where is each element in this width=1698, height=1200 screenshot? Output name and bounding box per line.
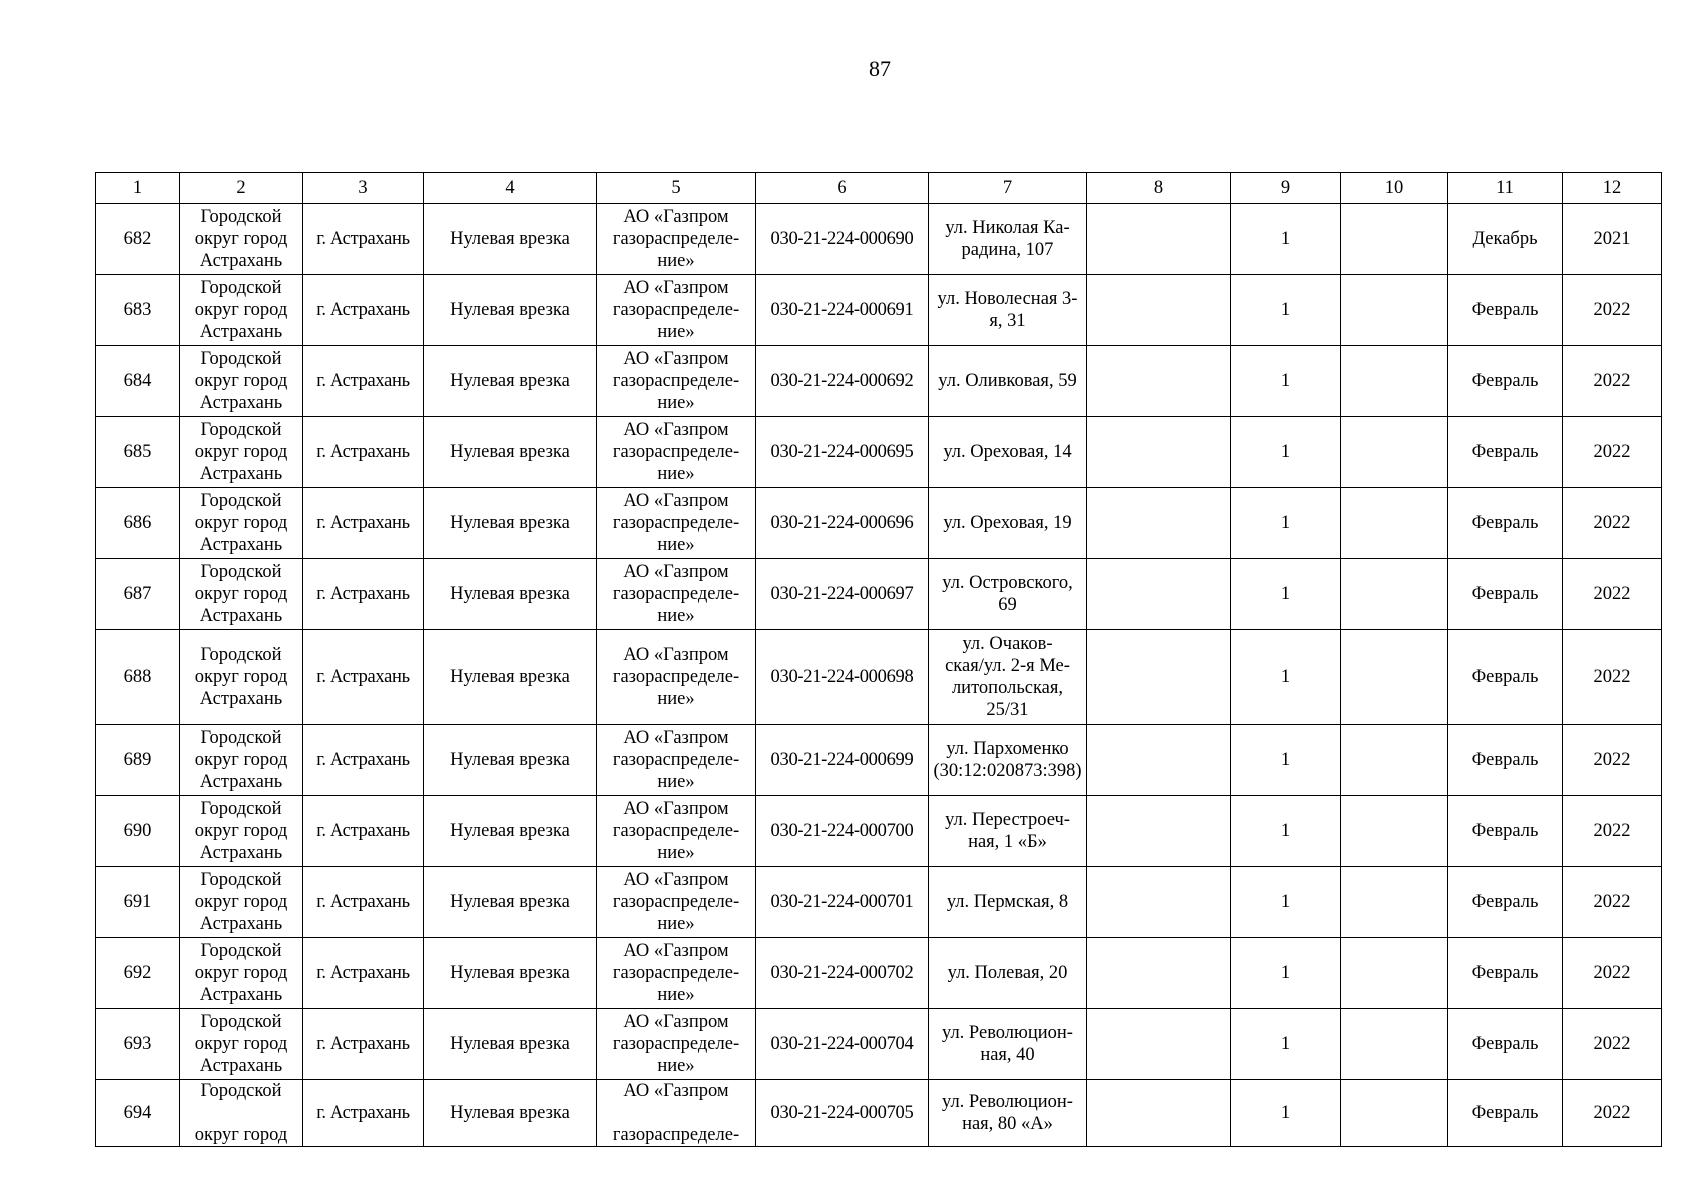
column-header: 10	[1341, 173, 1448, 204]
month-cell: Февраль	[1448, 1080, 1563, 1147]
column-header: 3	[303, 173, 424, 204]
year-cell: 2022	[1563, 488, 1662, 559]
city-cell: г. Астрахань	[303, 346, 424, 417]
cell-line: округ город	[194, 1125, 288, 1145]
district-cell	[180, 417, 303, 488]
month-cell: Февраль	[1448, 725, 1563, 796]
quantity-cell: 1	[1231, 796, 1341, 867]
cell-line: газораспределе-	[612, 892, 740, 912]
work-type-cell: Нулевая врезка	[424, 1009, 597, 1080]
cell-line: Городской	[200, 941, 282, 961]
cell-line: ние»	[657, 985, 695, 1005]
quantity-cell: 1	[1231, 1080, 1341, 1147]
row-number-cell: 693	[96, 1009, 180, 1080]
cell-line: Астрахань	[199, 985, 283, 1005]
year-cell: 2022	[1563, 275, 1662, 346]
column-8-cell	[1087, 346, 1231, 417]
work-type-cell: Нулевая врезка	[424, 938, 597, 1009]
cell-line: Городской	[200, 799, 282, 819]
row-number-cell: 687	[96, 559, 180, 630]
district-cell	[180, 1009, 303, 1080]
row-number-cell: 684	[96, 346, 180, 417]
page-number: 87	[869, 56, 891, 81]
year-cell: 2022	[1563, 1009, 1662, 1080]
column-10-cell	[1341, 559, 1448, 630]
cell-line: ул. Николая Ка-	[945, 218, 1070, 238]
quantity-cell: 1	[1231, 630, 1341, 725]
object-code-cell: 030-21-224-000696	[756, 488, 929, 559]
cell-line: газораспределе-	[612, 1125, 740, 1145]
column-10-cell	[1341, 1009, 1448, 1080]
cell-line: газораспределе-	[612, 442, 740, 462]
table-row	[96, 346, 1662, 417]
row-number-cell: 686	[96, 488, 180, 559]
year-cell: 2022	[1563, 867, 1662, 938]
work-type-cell: Нулевая врезка	[424, 796, 597, 867]
quantity-cell: 1	[1231, 1009, 1341, 1080]
cell-line: газораспределе-	[612, 1034, 740, 1054]
cell-line: ние»	[657, 251, 695, 271]
cell-line: округ город	[194, 371, 288, 391]
organization-cell	[597, 725, 756, 796]
city-cell: г. Астрахань	[303, 1080, 424, 1147]
cell-line: газораспределе-	[612, 513, 740, 533]
cell-line: Астрахань	[199, 772, 283, 792]
cell-line: ная, 40	[980, 1045, 1035, 1065]
city-cell: г. Астрахань	[303, 488, 424, 559]
cell-line: Астрахань	[199, 606, 283, 626]
cell-line: ул. Ореховая, 19	[943, 513, 1072, 533]
column-8-cell	[1087, 275, 1231, 346]
column-10-cell	[1341, 867, 1448, 938]
column-header: 11	[1448, 173, 1563, 204]
column-header: 5	[597, 173, 756, 204]
city-cell: г. Астрахань	[303, 1009, 424, 1080]
cell-line: округ город	[194, 300, 288, 320]
quantity-cell: 1	[1231, 488, 1341, 559]
column-10-cell	[1341, 417, 1448, 488]
table-row	[96, 488, 1662, 559]
table-row	[96, 725, 1662, 796]
column-10-cell	[1341, 1080, 1448, 1147]
month-cell: Февраль	[1448, 630, 1563, 725]
object-code-cell: 030-21-224-000705	[756, 1080, 929, 1147]
cell-line: АО «Газпром	[623, 491, 729, 511]
row-number-cell: 682	[96, 204, 180, 275]
cell-line: АО «Газпром	[623, 278, 729, 298]
work-type-cell: Нулевая врезка	[424, 346, 597, 417]
organization-cell	[597, 630, 756, 725]
cell-line: (30:12:020873:398)	[933, 761, 1082, 781]
cell-line: Городской	[200, 491, 282, 511]
cell-line: ние»	[657, 843, 695, 863]
document-table	[95, 172, 1662, 1147]
table-header-row	[96, 173, 1662, 204]
column-header: 4	[424, 173, 597, 204]
year-cell: 2022	[1563, 1080, 1662, 1147]
column-10-cell	[1341, 275, 1448, 346]
table-row	[96, 796, 1662, 867]
year-cell: 2022	[1563, 559, 1662, 630]
cell-line: газораспределе-	[612, 963, 740, 983]
object-code-cell: 030-21-224-000690	[756, 204, 929, 275]
district-cell	[180, 488, 303, 559]
cell-line: ние»	[657, 914, 695, 934]
cell-line: газораспределе-	[612, 371, 740, 391]
city-cell: г. Астрахань	[303, 630, 424, 725]
table-row	[96, 1009, 1662, 1080]
cell-line: литопольская,	[951, 678, 1064, 698]
cell-line: АО «Газпром	[623, 799, 729, 819]
table-row	[96, 867, 1662, 938]
column-8-cell	[1087, 488, 1231, 559]
year-cell: 2022	[1563, 630, 1662, 725]
district-cell	[180, 275, 303, 346]
cell-line: Городской	[200, 1012, 282, 1032]
column-10-cell	[1341, 630, 1448, 725]
quantity-cell: 1	[1231, 275, 1341, 346]
address-cell	[929, 275, 1087, 346]
organization-cell	[597, 867, 756, 938]
object-code-cell: 030-21-224-000700	[756, 796, 929, 867]
object-code-cell: 030-21-224-000701	[756, 867, 929, 938]
cell-line: АО «Газпром	[623, 941, 729, 961]
year-cell: 2022	[1563, 346, 1662, 417]
cell-line: округ город	[194, 750, 288, 770]
cell-line: ние»	[657, 1056, 695, 1076]
cell-line: ул. Революцион-	[942, 1023, 1073, 1043]
address-cell	[929, 796, 1087, 867]
cell-line: ная, 1 «Б»	[968, 832, 1047, 852]
month-cell: Февраль	[1448, 275, 1563, 346]
column-8-cell	[1087, 1080, 1231, 1147]
month-cell: Февраль	[1448, 488, 1563, 559]
cell-line: АО «Газпром	[623, 1012, 729, 1032]
quantity-cell: 1	[1231, 559, 1341, 630]
work-type-cell: Нулевая врезка	[424, 488, 597, 559]
cell-line: газораспределе-	[612, 667, 740, 687]
organization-cell	[597, 346, 756, 417]
cell-line: округ город	[194, 963, 288, 983]
city-cell: г. Астрахань	[303, 796, 424, 867]
organization-cell	[597, 1080, 756, 1147]
address-cell	[929, 204, 1087, 275]
cell-line: Астрахань	[199, 251, 283, 271]
cell-line: АО «Газпром	[623, 645, 729, 665]
object-code-cell: 030-21-224-000704	[756, 1009, 929, 1080]
year-cell: 2022	[1563, 938, 1662, 1009]
column-header: 6	[756, 173, 929, 204]
district-cell	[180, 867, 303, 938]
quantity-cell: 1	[1231, 867, 1341, 938]
cell-line: ная, 80 «А»	[962, 1114, 1053, 1134]
column-header: 2	[180, 173, 303, 204]
address-cell	[929, 1009, 1087, 1080]
city-cell: г. Астрахань	[303, 559, 424, 630]
city-cell: г. Астрахань	[303, 867, 424, 938]
organization-cell	[597, 796, 756, 867]
cell-line: АО «Газпром	[623, 728, 729, 748]
cell-line: Астрахань	[199, 914, 283, 934]
column-8-cell	[1087, 559, 1231, 630]
cell-line: Городской	[200, 278, 282, 298]
cell-line: ул. Полевая, 20	[947, 963, 1068, 983]
cell-line: газораспределе-	[612, 750, 740, 770]
table-row	[96, 417, 1662, 488]
object-code-cell: 030-21-224-000692	[756, 346, 929, 417]
object-code-cell: 030-21-224-000695	[756, 417, 929, 488]
row-number-cell: 685	[96, 417, 180, 488]
column-10-cell	[1341, 488, 1448, 559]
work-type-cell: Нулевая врезка	[424, 725, 597, 796]
column-8-cell	[1087, 204, 1231, 275]
row-number-cell: 689	[96, 725, 180, 796]
row-number-cell: 688	[96, 630, 180, 725]
cell-line: ул. Пермская, 8	[946, 892, 1069, 912]
object-code-cell: 030-21-224-000698	[756, 630, 929, 725]
cell-line: Астрахань	[199, 464, 283, 484]
district-cell	[180, 204, 303, 275]
address-cell	[929, 488, 1087, 559]
address-cell	[929, 559, 1087, 630]
cell-line: ние»	[657, 689, 695, 709]
object-code-cell: 030-21-224-000699	[756, 725, 929, 796]
object-code-cell: 030-21-224-000702	[756, 938, 929, 1009]
column-10-cell	[1341, 725, 1448, 796]
district-cell	[180, 630, 303, 725]
cell-line: ул. Ореховая, 14	[943, 442, 1072, 462]
cell-line: 69	[998, 595, 1017, 615]
row-number-cell: 691	[96, 867, 180, 938]
work-type-cell: Нулевая врезка	[424, 275, 597, 346]
cell-line: округ город	[194, 892, 288, 912]
column-10-cell	[1341, 204, 1448, 275]
cell-line: ул. Революцион-	[942, 1092, 1073, 1112]
cell-line: АО «Газпром	[623, 870, 729, 890]
table-body	[96, 204, 1662, 1147]
month-cell: Февраль	[1448, 867, 1563, 938]
organization-cell	[597, 488, 756, 559]
organization-cell	[597, 559, 756, 630]
column-header: 8	[1087, 173, 1231, 204]
table-row	[96, 275, 1662, 346]
cell-line: ние»	[657, 393, 695, 413]
cell-line: ул. Оливковая, 59	[938, 371, 1077, 391]
address-cell	[929, 1080, 1087, 1147]
column-8-cell	[1087, 725, 1231, 796]
year-cell: 2022	[1563, 417, 1662, 488]
cell-line: Астрахань	[199, 393, 283, 413]
cell-line: ул. Новолесная 3-	[937, 289, 1078, 309]
organization-cell	[597, 417, 756, 488]
quantity-cell: 1	[1231, 204, 1341, 275]
object-code-cell: 030-21-224-000697	[756, 559, 929, 630]
cell-line: округ город	[194, 442, 288, 462]
address-cell	[929, 867, 1087, 938]
cell-line: Городской	[200, 645, 282, 665]
city-cell: г. Астрахань	[303, 204, 424, 275]
month-cell: Февраль	[1448, 1009, 1563, 1080]
column-8-cell	[1087, 630, 1231, 725]
cell-line: газораспределе-	[612, 821, 740, 841]
work-type-cell: Нулевая врезка	[424, 867, 597, 938]
quantity-cell: 1	[1231, 725, 1341, 796]
quantity-cell: 1	[1231, 938, 1341, 1009]
city-cell: г. Астрахань	[303, 417, 424, 488]
address-cell	[929, 417, 1087, 488]
work-type-cell: Нулевая врезка	[424, 630, 597, 725]
organization-cell	[597, 204, 756, 275]
month-cell: Февраль	[1448, 346, 1563, 417]
month-cell: Февраль	[1448, 417, 1563, 488]
table-row	[96, 938, 1662, 1009]
city-cell: г. Астрахань	[303, 938, 424, 1009]
cell-line: Городской	[200, 562, 282, 582]
cell-line: округ город	[194, 667, 288, 687]
table-row	[96, 559, 1662, 630]
year-cell: 2022	[1563, 725, 1662, 796]
city-cell: г. Астрахань	[303, 275, 424, 346]
month-cell: Февраль	[1448, 938, 1563, 1009]
work-type-cell: Нулевая врезка	[424, 417, 597, 488]
organization-cell	[597, 275, 756, 346]
cell-line: АО «Газпром	[623, 1081, 729, 1101]
address-cell	[929, 725, 1087, 796]
month-cell: Февраль	[1448, 796, 1563, 867]
district-cell	[180, 725, 303, 796]
quantity-cell: 1	[1231, 417, 1341, 488]
cell-line: ул. Островского,	[942, 573, 1073, 593]
cell-line: Городской	[200, 1081, 282, 1101]
year-cell: 2021	[1563, 204, 1662, 275]
column-header: 7	[929, 173, 1087, 204]
table-row	[96, 204, 1662, 275]
cell-line: округ город	[194, 513, 288, 533]
address-cell	[929, 346, 1087, 417]
cell-line: газораспределе-	[612, 300, 740, 320]
cell-line: ул. Перестроеч-	[945, 810, 1070, 830]
cell-line: АО «Газпром	[623, 420, 729, 440]
month-cell: Декабрь	[1448, 204, 1563, 275]
cell-line: Городской	[200, 870, 282, 890]
column-10-cell	[1341, 938, 1448, 1009]
cell-line: Астрахань	[199, 322, 283, 342]
cell-line: радина, 107	[961, 240, 1054, 260]
district-cell	[180, 346, 303, 417]
cell-line: АО «Газпром	[623, 562, 729, 582]
cell-line: ние»	[657, 772, 695, 792]
cell-line: Астрахань	[199, 843, 283, 863]
row-number-cell: 690	[96, 796, 180, 867]
cell-line: ул. Пархоменко	[946, 739, 1069, 759]
district-cell	[180, 938, 303, 1009]
cell-line: Городской	[200, 349, 282, 369]
cell-line: округ город	[194, 229, 288, 249]
object-code-cell: 030-21-224-000691	[756, 275, 929, 346]
cell-line: ул. Очаков-	[962, 634, 1053, 654]
cell-line: Астрахань	[199, 689, 283, 709]
column-header: 1	[96, 173, 180, 204]
cell-line: ская/ул. 2-я Ме-	[945, 656, 1070, 676]
quantity-cell: 1	[1231, 346, 1341, 417]
column-header: 12	[1563, 173, 1662, 204]
city-cell: г. Астрахань	[303, 725, 424, 796]
row-number-cell: 694	[96, 1080, 180, 1147]
cell-line: газораспределе-	[612, 584, 740, 604]
column-10-cell	[1341, 796, 1448, 867]
work-type-cell: Нулевая врезка	[424, 204, 597, 275]
year-cell: 2022	[1563, 796, 1662, 867]
work-type-cell: Нулевая врезка	[424, 559, 597, 630]
column-8-cell	[1087, 796, 1231, 867]
table-row	[96, 1080, 1662, 1147]
cell-line: АО «Газпром	[623, 349, 729, 369]
column-8-cell	[1087, 867, 1231, 938]
column-header: 9	[1231, 173, 1341, 204]
cell-line: ние»	[657, 322, 695, 342]
district-cell	[180, 559, 303, 630]
cell-line: округ город	[194, 1034, 288, 1054]
cell-line: Астрахань	[199, 1056, 283, 1076]
table-row	[96, 630, 1662, 725]
column-8-cell	[1087, 1009, 1231, 1080]
organization-cell	[597, 938, 756, 1009]
cell-line: 25/31	[986, 700, 1029, 720]
cell-line: газораспределе-	[612, 229, 740, 249]
cell-line: Городской	[200, 728, 282, 748]
work-type-cell: Нулевая врезка	[424, 1080, 597, 1147]
row-number-cell: 692	[96, 938, 180, 1009]
address-cell	[929, 630, 1087, 725]
address-cell	[929, 938, 1087, 1009]
organization-cell	[597, 1009, 756, 1080]
cell-line: Астрахань	[199, 535, 283, 555]
row-number-cell: 683	[96, 275, 180, 346]
district-cell	[180, 1080, 303, 1147]
cell-line: ние»	[657, 464, 695, 484]
column-8-cell	[1087, 938, 1231, 1009]
column-8-cell	[1087, 417, 1231, 488]
cell-line: округ город	[194, 584, 288, 604]
cell-line: округ город	[194, 821, 288, 841]
cell-line: АО «Газпром	[623, 207, 729, 227]
cell-line: Городской	[200, 420, 282, 440]
cell-line: я, 31	[989, 311, 1026, 331]
cell-line: ние»	[657, 535, 695, 555]
month-cell: Февраль	[1448, 559, 1563, 630]
cell-line: ние»	[657, 606, 695, 626]
cell-line: Городской	[200, 207, 282, 227]
column-10-cell	[1341, 346, 1448, 417]
district-cell	[180, 796, 303, 867]
